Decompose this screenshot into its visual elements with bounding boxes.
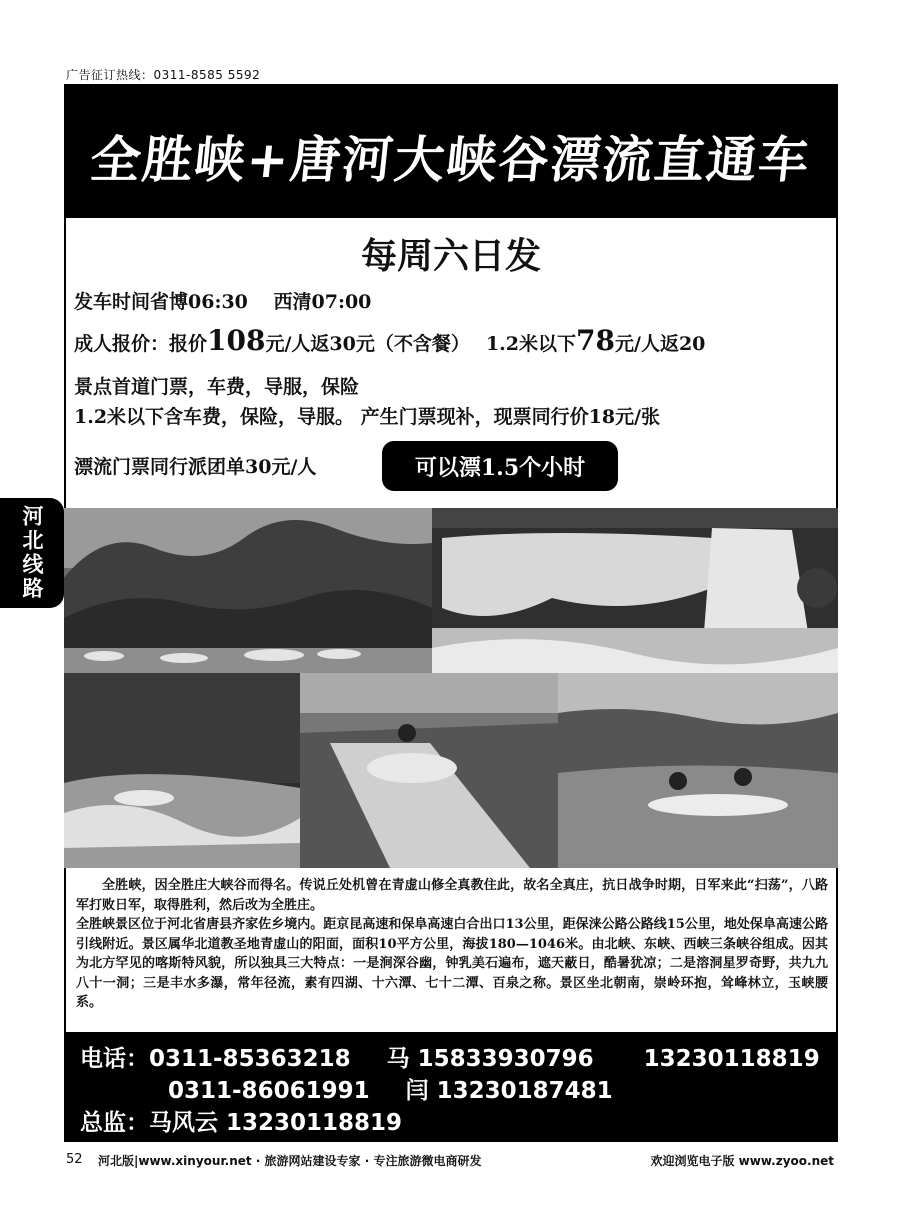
description-paragraph-1: 全胜峡，因全胜庄大峡谷而得名。传说丘处机曾在青虚山修全真教住此，故名全真庄，抗日战争时期，日军来此“扫荡”，八路军打败日军，取得胜利，然后改为全胜庄。: [76, 878, 828, 913]
section-tab[interactable]: [0, 498, 64, 608]
price-line: [74, 324, 705, 357]
photo-rafting-river: [64, 508, 432, 673]
director-name: 马风云: [149, 1110, 218, 1136]
photo-rapids: [64, 673, 300, 868]
phone-2: 0311-86061991: [168, 1078, 370, 1104]
adult-price: 108: [207, 324, 266, 357]
phone-label: 电话：: [80, 1046, 149, 1072]
child-price: 78: [576, 324, 615, 357]
title-banner: [64, 84, 838, 218]
page-title: 全胜峡+唐河大峡谷漂流直通车: [87, 131, 814, 189]
contact-row-3: [80, 1104, 402, 1137]
scenic-description: [76, 876, 828, 1013]
footer-right: 欢迎浏览电子版 www.zyoo.net: [650, 1154, 834, 1168]
footer-left: 河北版|www.xinyour.net · 旅游网站建设专家 · 专注旅游微电商研发: [98, 1154, 482, 1168]
includes-adult: 景点首道门票，车费，导服，保险: [74, 376, 360, 398]
contact-ma-phone: 15833930796: [417, 1046, 594, 1072]
contact-row-1: [80, 1040, 820, 1073]
director-phone: 13230118819: [226, 1110, 403, 1136]
schedule-heading: 每周六日发: [360, 235, 541, 277]
includes-child: 1.2米以下含车费，保险，导服。 产生门票现补，现票同行价18元/张: [74, 406, 661, 428]
contact-panel: [64, 1032, 838, 1142]
contact-ma-label: 马: [386, 1046, 410, 1072]
contact-ma-phone-2: 13230118819: [643, 1046, 820, 1072]
director-label: 总监：: [80, 1110, 149, 1136]
rafting-ticket-price: 漂流门票同行派团单30元/人: [74, 456, 317, 478]
description-paragraph-2: 全胜峡景区位于河北省唐县齐家佐乡境内。距京昆高速和保阜高速白合出口13公里，距保涞公路公路线15公里，地处保阜高速公路引线附近。景区属华北道教圣地青虚山的阳面，面积10平方公里，海拔180—1046米。由北峡、东峡、西峡三条峡谷组成。因其为北方罕见的喀斯特风貌，所以独具三大特点：一是涧深谷幽，钟乳美石遍布，遮天蔽日，酷暑犹凉；二是溶洞星罗奇野，共九九八十一洞；三是丰水多瀑，常年径流，素有四湖、十六潭、七十二潭、百泉之称。景区坐北朝南，崇岭环抱，耸峰林立，玉峡腰系。: [76, 917, 828, 1010]
contact-yan-label: 闫: [405, 1078, 429, 1104]
section-tab-label: 河北线路: [20, 505, 44, 601]
child-price-rest: 元/人返20: [615, 333, 706, 355]
photo-raft-channel: [300, 673, 558, 868]
photo-waterfall: [432, 508, 838, 673]
contact-yan-phone: 13230187481: [436, 1078, 613, 1104]
page-number: 52: [66, 1152, 83, 1167]
price-label: 成人报价：报价: [74, 333, 208, 355]
phone-1: 0311-85363218: [149, 1046, 351, 1072]
departure-time: 发车时间省博06:30 西清07:00: [74, 291, 372, 313]
adult-price-rest: 元/人返30元（不含餐） 1.2米以下: [265, 333, 577, 355]
photo-raft-people: [558, 673, 838, 868]
contact-row-2: [168, 1072, 613, 1105]
duration-badge: 可以漂1.5个小时: [382, 441, 618, 491]
ad-hotline: 广告征订热线：0311-8585 5592: [66, 68, 261, 82]
